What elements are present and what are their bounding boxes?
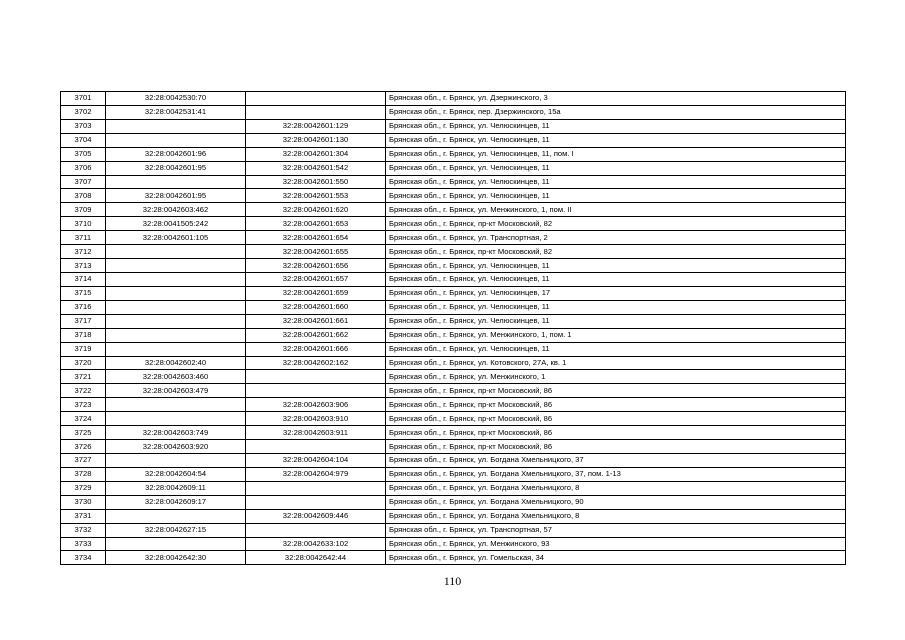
table-row bbox=[61, 356, 846, 370]
table-row bbox=[61, 398, 846, 412]
building-cadastral-number-cell bbox=[246, 481, 386, 495]
building-cadastral-number-cell: 32:28:0042601:620 bbox=[246, 203, 386, 217]
table-row bbox=[61, 412, 846, 426]
land-cadastral-number-cell: 32:28:0042609:11 bbox=[106, 481, 246, 495]
row-number-cell: 3712 bbox=[61, 245, 106, 259]
row-number-cell: 3727 bbox=[61, 453, 106, 467]
land-cadastral-number-cell: 32:28:0042531:41 bbox=[106, 105, 246, 119]
land-cadastral-number-cell: 32:28:0042603:920 bbox=[106, 440, 246, 454]
row-number-cell: 3716 bbox=[61, 300, 106, 314]
building-cadastral-number-cell: 32:28:0042633:102 bbox=[246, 537, 386, 551]
table-row bbox=[61, 467, 846, 481]
row-number-cell: 3733 bbox=[61, 537, 106, 551]
land-cadastral-number-cell bbox=[106, 175, 246, 189]
address-cell: Брянская обл., г. Брянск, ул. Гомельская, 34 bbox=[386, 551, 846, 565]
address-cell: Брянская обл., г. Брянск, пер. Дзержинского, 15а bbox=[386, 105, 846, 119]
row-number-cell: 3703 bbox=[61, 119, 106, 133]
row-number-cell: 3731 bbox=[61, 509, 106, 523]
table-row bbox=[61, 175, 846, 189]
table-row bbox=[61, 286, 846, 300]
row-number-cell: 3728 bbox=[61, 467, 106, 481]
table-row bbox=[61, 537, 846, 551]
building-cadastral-number-cell: 32:28:0042601:550 bbox=[246, 175, 386, 189]
table-row bbox=[61, 453, 846, 467]
row-number-cell: 3710 bbox=[61, 217, 106, 231]
address-cell: Брянская обл., г. Брянск, пр-кт Московский, 86 bbox=[386, 426, 846, 440]
property-registry-table bbox=[60, 91, 846, 565]
land-cadastral-number-cell: 32:28:0042530:70 bbox=[106, 92, 246, 106]
land-cadastral-number-cell bbox=[106, 272, 246, 286]
building-cadastral-number-cell: 32:28:0042601:660 bbox=[246, 300, 386, 314]
land-cadastral-number-cell bbox=[106, 342, 246, 356]
page-number: 110 bbox=[443, 574, 462, 588]
building-cadastral-number-cell: 32:28:0042642:44 bbox=[246, 551, 386, 565]
land-cadastral-number-cell: 32:28:0042601:95 bbox=[106, 161, 246, 175]
building-cadastral-number-cell: 32:28:0042601:666 bbox=[246, 342, 386, 356]
land-cadastral-number-cell bbox=[106, 133, 246, 147]
building-cadastral-number-cell bbox=[246, 523, 386, 537]
land-cadastral-number-cell: 32:28:0042601:105 bbox=[106, 231, 246, 245]
address-cell: Брянская обл., г. Брянск, ул. Челюскинцев, 11 bbox=[386, 189, 846, 203]
land-cadastral-number-cell: 32:28:0042609:17 bbox=[106, 495, 246, 509]
table-row bbox=[61, 314, 846, 328]
table-row bbox=[61, 300, 846, 314]
row-number-cell: 3715 bbox=[61, 286, 106, 300]
row-number-cell: 3722 bbox=[61, 384, 106, 398]
row-number-cell: 3714 bbox=[61, 272, 106, 286]
address-cell: Брянская обл., г. Брянск, пр-кт Московский, 86 bbox=[386, 384, 846, 398]
table-row bbox=[61, 147, 846, 161]
table-row bbox=[61, 92, 846, 106]
row-number-cell: 3723 bbox=[61, 398, 106, 412]
table-row bbox=[61, 133, 846, 147]
address-cell: Брянская обл., г. Брянск, ул. Дзержинского, 3 bbox=[386, 92, 846, 106]
land-cadastral-number-cell: 32:28:0042604:54 bbox=[106, 467, 246, 481]
building-cadastral-number-cell bbox=[246, 92, 386, 106]
address-cell: Брянская обл., г. Брянск, ул. Богдана Хмельницкого, 90 bbox=[386, 495, 846, 509]
row-number-cell: 3709 bbox=[61, 203, 106, 217]
land-cadastral-number-cell: 32:28:0042601:96 bbox=[106, 147, 246, 161]
address-cell: Брянская обл., г. Брянск, ул. Богдана Хмельницкого, 37 bbox=[386, 453, 846, 467]
address-cell: Брянская обл., г. Брянск, ул. Челюскинцев, 11, пом. I bbox=[386, 147, 846, 161]
land-cadastral-number-cell bbox=[106, 286, 246, 300]
row-number-cell: 3720 bbox=[61, 356, 106, 370]
building-cadastral-number-cell: 32:28:0042609:446 bbox=[246, 509, 386, 523]
table-row bbox=[61, 481, 846, 495]
row-number-cell: 3707 bbox=[61, 175, 106, 189]
table-row bbox=[61, 119, 846, 133]
table-row bbox=[61, 426, 846, 440]
building-cadastral-number-cell: 32:28:0042604:979 bbox=[246, 467, 386, 481]
building-cadastral-number-cell: 32:28:0042601:553 bbox=[246, 189, 386, 203]
land-cadastral-number-cell bbox=[106, 453, 246, 467]
building-cadastral-number-cell: 32:28:0042601:542 bbox=[246, 161, 386, 175]
building-cadastral-number-cell bbox=[246, 370, 386, 384]
address-cell: Брянская обл., г. Брянск, ул. Менжинского, 1, пом. II bbox=[386, 203, 846, 217]
address-cell: Брянская обл., г. Брянск, ул. Менжинского, 1 bbox=[386, 370, 846, 384]
building-cadastral-number-cell: 32:28:0042601:655 bbox=[246, 245, 386, 259]
table-row bbox=[61, 105, 846, 119]
land-cadastral-number-cell: 32:28:0042627:15 bbox=[106, 523, 246, 537]
table-row bbox=[61, 523, 846, 537]
row-number-cell: 3719 bbox=[61, 342, 106, 356]
address-cell: Брянская обл., г. Брянск, ул. Транспортная, 2 bbox=[386, 231, 846, 245]
building-cadastral-number-cell: 32:28:0042601:654 bbox=[246, 231, 386, 245]
row-number-cell: 3704 bbox=[61, 133, 106, 147]
building-cadastral-number-cell: 32:28:0042601:662 bbox=[246, 328, 386, 342]
address-cell: Брянская обл., г. Брянск, ул. Челюскинцев, 11 bbox=[386, 300, 846, 314]
address-cell: Брянская обл., г. Брянск, ул. Менжинского, 1, пом. 1 bbox=[386, 328, 846, 342]
row-number-cell: 3725 bbox=[61, 426, 106, 440]
land-cadastral-number-cell bbox=[106, 412, 246, 426]
building-cadastral-number-cell: 32:28:0042603:910 bbox=[246, 412, 386, 426]
row-number-cell: 3734 bbox=[61, 551, 106, 565]
land-cadastral-number-cell: 32:28:0042601:95 bbox=[106, 189, 246, 203]
row-number-cell: 3726 bbox=[61, 440, 106, 454]
building-cadastral-number-cell: 32:28:0042603:906 bbox=[246, 398, 386, 412]
row-number-cell: 3713 bbox=[61, 259, 106, 273]
row-number-cell: 3730 bbox=[61, 495, 106, 509]
row-number-cell: 3729 bbox=[61, 481, 106, 495]
address-cell: Брянская обл., г. Брянск, пр-кт Московский, 82 bbox=[386, 245, 846, 259]
table-row bbox=[61, 203, 846, 217]
table-row bbox=[61, 231, 846, 245]
building-cadastral-number-cell bbox=[246, 384, 386, 398]
address-cell: Брянская обл., г. Брянск, пр-кт Московский, 86 bbox=[386, 440, 846, 454]
address-cell: Брянская обл., г. Брянск, ул. Челюскинцев, 11 bbox=[386, 342, 846, 356]
land-cadastral-number-cell bbox=[106, 314, 246, 328]
row-number-cell: 3711 bbox=[61, 231, 106, 245]
address-cell: Брянская обл., г. Брянск, ул. Менжинского, 93 bbox=[386, 537, 846, 551]
building-cadastral-number-cell bbox=[246, 105, 386, 119]
land-cadastral-number-cell: 32:28:0042642:30 bbox=[106, 551, 246, 565]
land-cadastral-number-cell bbox=[106, 509, 246, 523]
table-row bbox=[61, 495, 846, 509]
land-cadastral-number-cell: 32:28:0042602:40 bbox=[106, 356, 246, 370]
address-cell: Брянская обл., г. Брянск, ул. Челюскинцев, 11 bbox=[386, 314, 846, 328]
row-number-cell: 3721 bbox=[61, 370, 106, 384]
land-cadastral-number-cell: 32:28:0042603:479 bbox=[106, 384, 246, 398]
address-cell: Брянская обл., г. Брянск, пр-кт Московский, 86 bbox=[386, 398, 846, 412]
row-number-cell: 3706 bbox=[61, 161, 106, 175]
building-cadastral-number-cell bbox=[246, 440, 386, 454]
row-number-cell: 3724 bbox=[61, 412, 106, 426]
table-row bbox=[61, 217, 846, 231]
row-number-cell: 3708 bbox=[61, 189, 106, 203]
table-row bbox=[61, 272, 846, 286]
address-cell: Брянская обл., г. Брянск, ул. Транспортная, 57 bbox=[386, 523, 846, 537]
address-cell: Брянская обл., г. Брянск, ул. Челюскинцев, 17 bbox=[386, 286, 846, 300]
row-number-cell: 3701 bbox=[61, 92, 106, 106]
building-cadastral-number-cell: 32:28:0042601:657 bbox=[246, 272, 386, 286]
table-row bbox=[61, 370, 846, 384]
land-cadastral-number-cell: 32:28:0042603:462 bbox=[106, 203, 246, 217]
row-number-cell: 3717 bbox=[61, 314, 106, 328]
land-cadastral-number-cell: 32:28:0042603:460 bbox=[106, 370, 246, 384]
address-cell: Брянская обл., г. Брянск, ул. Челюскинцев, 11 bbox=[386, 272, 846, 286]
address-cell: Брянская обл., г. Брянск, пр-кт Московский, 86 bbox=[386, 412, 846, 426]
land-cadastral-number-cell bbox=[106, 537, 246, 551]
table-row bbox=[61, 328, 846, 342]
row-number-cell: 3702 bbox=[61, 105, 106, 119]
land-cadastral-number-cell bbox=[106, 259, 246, 273]
building-cadastral-number-cell bbox=[246, 495, 386, 509]
registry-table-body bbox=[61, 92, 846, 565]
table-row bbox=[61, 509, 846, 523]
address-cell: Брянская обл., г. Брянск, ул. Челюскинцев, 11 bbox=[386, 133, 846, 147]
land-cadastral-number-cell: 32:28:0041505:242 bbox=[106, 217, 246, 231]
building-cadastral-number-cell: 32:28:0042601:304 bbox=[246, 147, 386, 161]
building-cadastral-number-cell: 32:28:0042601:659 bbox=[246, 286, 386, 300]
address-cell: Брянская обл., г. Брянск, ул. Богдана Хмельницкого, 37, пом. 1-13 bbox=[386, 467, 846, 481]
building-cadastral-number-cell: 32:28:0042601:129 bbox=[246, 119, 386, 133]
table-row bbox=[61, 189, 846, 203]
row-number-cell: 3718 bbox=[61, 328, 106, 342]
land-cadastral-number-cell bbox=[106, 328, 246, 342]
table-row bbox=[61, 551, 846, 565]
building-cadastral-number-cell: 32:28:0042601:130 bbox=[246, 133, 386, 147]
address-cell: Брянская обл., г. Брянск, пр-кт Московский, 82 bbox=[386, 217, 846, 231]
row-number-cell: 3732 bbox=[61, 523, 106, 537]
table-row bbox=[61, 384, 846, 398]
building-cadastral-number-cell: 32:28:0042601:661 bbox=[246, 314, 386, 328]
land-cadastral-number-cell bbox=[106, 119, 246, 133]
table-row bbox=[61, 342, 846, 356]
address-cell: Брянская обл., г. Брянск, ул. Котовского, 27А, кв. 1 bbox=[386, 356, 846, 370]
address-cell: Брянская обл., г. Брянск, ул. Богдана Хмельницкого, 8 bbox=[386, 481, 846, 495]
table-row bbox=[61, 161, 846, 175]
address-cell: Брянская обл., г. Брянск, ул. Челюскинцев, 11 bbox=[386, 161, 846, 175]
building-cadastral-number-cell: 32:28:0042604:104 bbox=[246, 453, 386, 467]
building-cadastral-number-cell: 32:28:0042602:162 bbox=[246, 356, 386, 370]
row-number-cell: 3705 bbox=[61, 147, 106, 161]
building-cadastral-number-cell: 32:28:0042601:656 bbox=[246, 259, 386, 273]
address-cell: Брянская обл., г. Брянск, ул. Челюскинцев, 11 bbox=[386, 119, 846, 133]
land-cadastral-number-cell bbox=[106, 245, 246, 259]
address-cell: Брянская обл., г. Брянск, ул. Челюскинцев, 11 bbox=[386, 259, 846, 273]
land-cadastral-number-cell: 32:28:0042603:749 bbox=[106, 426, 246, 440]
address-cell: Брянская обл., г. Брянск, ул. Богдана Хмельницкого, 8 bbox=[386, 509, 846, 523]
table-row bbox=[61, 245, 846, 259]
land-cadastral-number-cell bbox=[106, 300, 246, 314]
table-row bbox=[61, 440, 846, 454]
table-row bbox=[61, 259, 846, 273]
building-cadastral-number-cell: 32:28:0042601:653 bbox=[246, 217, 386, 231]
building-cadastral-number-cell: 32:28:0042603:911 bbox=[246, 426, 386, 440]
land-cadastral-number-cell bbox=[106, 398, 246, 412]
address-cell: Брянская обл., г. Брянск, ул. Челюскинцев, 11 bbox=[386, 175, 846, 189]
